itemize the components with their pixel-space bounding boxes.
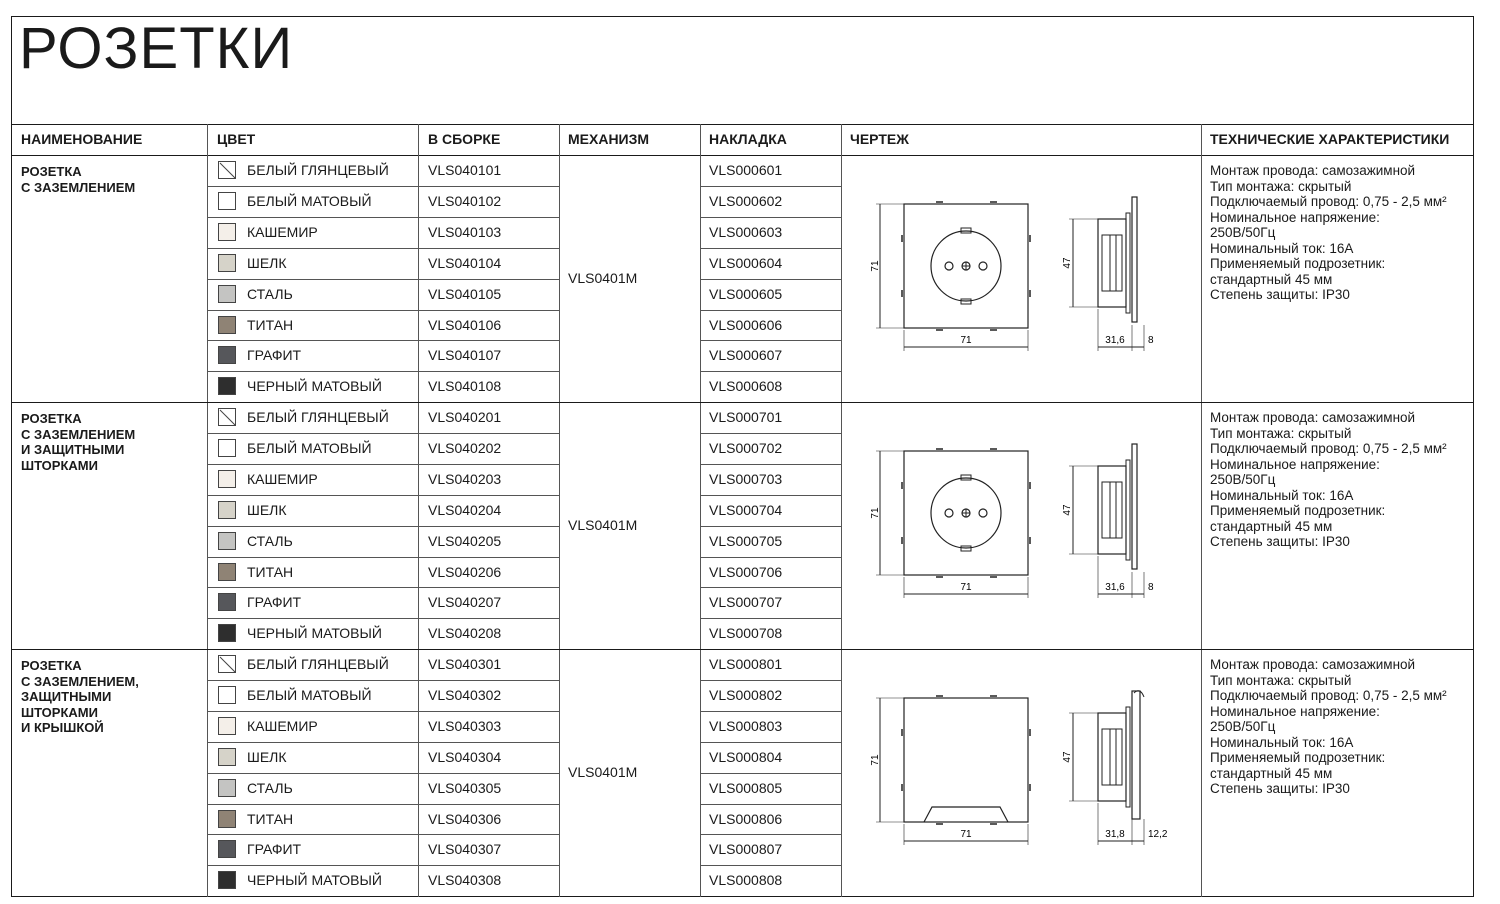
svg-text:8: 8 xyxy=(1148,582,1154,593)
spec-line: Номинальный ток: 16А xyxy=(1210,240,1354,256)
assembly-code: VLS040201 xyxy=(428,409,502,425)
cover-code: VLS000703 xyxy=(709,470,783,487)
svg-text:71: 71 xyxy=(870,754,881,766)
cover-code: VLS000807 xyxy=(709,841,783,858)
spec-line: стандартный 45 мм xyxy=(1210,518,1333,534)
product-name-line: РОЗЕТКА xyxy=(21,164,82,179)
color-label: КАШЕМИР xyxy=(247,717,318,734)
spec-line: 250В/50Гц xyxy=(1210,472,1276,487)
product-name-line: С ЗАЗЕМЛЕНИЕМ xyxy=(21,179,136,195)
cover-code: VLS000602 xyxy=(709,192,783,209)
header-assembly: В СБОРКЕ xyxy=(428,131,501,147)
header-color: ЦВЕТ xyxy=(217,131,256,147)
color-swatch xyxy=(218,192,236,210)
spec-line: стандартный 45 мм xyxy=(1210,765,1333,781)
product-name xyxy=(21,164,135,195)
spec-line: стандартный 45 мм xyxy=(1210,271,1333,287)
spec-line: Номинальное напряжение: xyxy=(1210,209,1380,225)
assembly-code: VLS040205 xyxy=(428,532,502,549)
cover-code: VLS000808 xyxy=(709,872,783,889)
svg-text:47: 47 xyxy=(1062,504,1073,516)
color-swatch xyxy=(218,532,236,550)
color-label: ШЕЛК xyxy=(247,748,287,765)
color-label: СТАЛЬ xyxy=(247,285,293,302)
cover-code: VLS000802 xyxy=(709,686,783,703)
color-swatch xyxy=(218,316,236,334)
assembly-code: VLS040203 xyxy=(428,470,502,487)
assembly-code: VLS040305 xyxy=(428,779,502,796)
spec-line: Подключаемый провод: 0,75 - 2,5 мм² xyxy=(1210,688,1447,703)
header-specs: ТЕХНИЧЕСКИЕ ХАРАКТЕРИСТИКИ xyxy=(1210,131,1450,147)
product-name-line: С ЗАЗЕМЛЕНИЕМ, xyxy=(21,673,139,689)
color-swatch xyxy=(218,346,236,364)
color-swatch xyxy=(218,655,236,673)
color-label: СТАЛЬ xyxy=(247,779,293,796)
color-label: ТИТАН xyxy=(247,563,294,580)
color-swatch xyxy=(218,408,236,426)
color-swatch xyxy=(218,254,236,272)
color-label: СТАЛЬ xyxy=(247,532,293,549)
cover-code: VLS000806 xyxy=(709,810,783,827)
svg-text:12,2: 12,2 xyxy=(1148,829,1168,840)
color-swatch xyxy=(218,377,236,395)
color-label: ЧЕРНЫЙ МАТОВЫЙ xyxy=(247,625,382,642)
color-label: КАШЕМИР xyxy=(247,223,318,240)
column-divider xyxy=(1201,124,1202,897)
cover-code: VLS000605 xyxy=(709,285,783,302)
product-name-line: И КРЫШКОЙ xyxy=(21,720,104,735)
cover-code: VLS000803 xyxy=(709,717,783,734)
assembly-code: VLS040102 xyxy=(428,192,502,209)
product-name-line: РОЗЕТКА xyxy=(21,658,82,673)
color-swatch xyxy=(218,748,236,766)
color-label: ШЕЛК xyxy=(247,254,287,271)
cover-code: VLS000608 xyxy=(709,378,783,395)
assembly-code: VLS040304 xyxy=(428,748,502,765)
assembly-code: VLS040303 xyxy=(428,717,502,734)
cover-code: VLS000604 xyxy=(709,254,783,271)
spec-line: Номинальное напряжение: xyxy=(1210,703,1380,719)
color-swatch xyxy=(218,223,236,241)
svg-text:47: 47 xyxy=(1062,751,1073,763)
header-drawing: ЧЕРТЕЖ xyxy=(850,131,909,147)
spec-line: 250В/50Гц xyxy=(1210,719,1276,734)
spec-line: Подключаемый провод: 0,75 - 2,5 мм² xyxy=(1210,194,1447,209)
color-label: КАШЕМИР xyxy=(247,470,318,487)
svg-text:8: 8 xyxy=(1148,335,1154,346)
assembly-code: VLS040308 xyxy=(428,872,502,889)
product-name-line: И ЗАЩИТНЫМИ xyxy=(21,442,125,457)
cover-code: VLS000708 xyxy=(709,625,783,642)
color-label: ГРАФИТ xyxy=(247,594,302,611)
column-divider xyxy=(841,124,842,897)
column-divider xyxy=(559,124,560,897)
assembly-code: VLS040106 xyxy=(428,316,502,333)
svg-text:71: 71 xyxy=(870,260,881,272)
product-name-line: С ЗАЗЕМЛЕНИЕМ xyxy=(21,426,136,442)
cover-code: VLS000804 xyxy=(709,748,783,765)
cover-code: VLS000701 xyxy=(709,409,783,425)
assembly-code: VLS040202 xyxy=(428,439,502,456)
assembly-code: VLS040103 xyxy=(428,223,502,240)
header-mechanism: МЕХАНИЗМ xyxy=(568,131,650,147)
spec-line: Степень защиты: IP30 xyxy=(1210,781,1350,796)
technical-drawing xyxy=(860,195,1190,405)
spec-line: Применяемый подрозетник: xyxy=(1210,750,1386,765)
spec-line: Монтаж провода: самозажимной xyxy=(1210,657,1416,672)
svg-text:31,8: 31,8 xyxy=(1105,829,1125,840)
spec-line: Тип монтажа: скрытый xyxy=(1210,178,1352,194)
spec-line: Монтаж провода: самозажимной xyxy=(1210,410,1416,425)
assembly-code: VLS040107 xyxy=(428,347,502,364)
spec-line: Тип монтажа: скрытый xyxy=(1210,672,1352,688)
assembly-code: VLS040108 xyxy=(428,378,502,395)
svg-text:31,6: 31,6 xyxy=(1105,582,1125,593)
assembly-code: VLS040204 xyxy=(428,501,502,518)
product-name-line: ШТОРКАМИ xyxy=(21,457,98,473)
spec-line: Тип монтажа: скрытый xyxy=(1210,425,1352,441)
color-swatch xyxy=(218,563,236,581)
spec-line: Применяемый подрозетник: xyxy=(1210,503,1386,518)
spec-line: Степень защиты: IP30 xyxy=(1210,287,1350,302)
color-swatch xyxy=(218,810,236,828)
product-name xyxy=(21,658,139,736)
cover-code: VLS000601 xyxy=(709,162,783,178)
color-swatch xyxy=(218,470,236,488)
product-name xyxy=(21,411,135,473)
assembly-code: VLS040208 xyxy=(428,625,502,642)
spec-line: Подключаемый провод: 0,75 - 2,5 мм² xyxy=(1210,441,1447,456)
color-swatch xyxy=(218,439,236,457)
cover-code: VLS000607 xyxy=(709,347,783,364)
header-cover: НАКЛАДКА xyxy=(709,131,787,147)
spec-line: 250В/50Гц xyxy=(1210,225,1276,240)
assembly-code: VLS040207 xyxy=(428,594,502,611)
spec-line: Номинальное напряжение: xyxy=(1210,456,1380,472)
cover-code: VLS000704 xyxy=(709,501,783,518)
assembly-code: VLS040306 xyxy=(428,810,502,827)
color-swatch xyxy=(218,593,236,611)
color-label: БЕЛЫЙ ГЛЯНЦЕВЫЙ xyxy=(247,162,389,178)
assembly-code: VLS040104 xyxy=(428,254,502,271)
assembly-code: VLS040307 xyxy=(428,841,502,858)
page-title: РОЗЕТКИ xyxy=(19,16,294,81)
technical-drawing xyxy=(860,442,1190,652)
color-swatch xyxy=(218,501,236,519)
technical-drawing xyxy=(860,689,1190,899)
tech-specs xyxy=(1210,163,1447,303)
spec-line: Применяемый подрозетник: xyxy=(1210,256,1386,271)
column-divider xyxy=(418,124,419,897)
product-name-line: РОЗЕТКА xyxy=(21,411,82,426)
header-name: НАИМЕНОВАНИЕ xyxy=(21,131,143,147)
assembly-code: VLS040301 xyxy=(428,656,502,672)
color-label: БЕЛЫЙ МАТОВЫЙ xyxy=(247,192,372,209)
color-swatch xyxy=(218,161,236,179)
color-swatch xyxy=(218,871,236,889)
color-label: ГРАФИТ xyxy=(247,347,302,364)
color-label: ЧЕРНЫЙ МАТОВЫЙ xyxy=(247,378,382,395)
color-swatch xyxy=(218,285,236,303)
mechanism-code: VLS0401M xyxy=(568,764,638,780)
color-label: ГРАФИТ xyxy=(247,841,302,858)
mechanism-code: VLS0401M xyxy=(568,517,638,533)
assembly-code: VLS040302 xyxy=(428,686,502,703)
tech-specs xyxy=(1210,410,1447,550)
color-label: БЕЛЫЙ МАТОВЫЙ xyxy=(247,439,372,456)
cover-code: VLS000705 xyxy=(709,532,783,549)
assembly-code: VLS040206 xyxy=(428,563,502,580)
cover-code: VLS000606 xyxy=(709,316,783,333)
tech-specs xyxy=(1210,657,1447,797)
svg-text:31,6: 31,6 xyxy=(1105,335,1125,346)
color-swatch xyxy=(218,840,236,858)
spec-line: Номинальный ток: 16А xyxy=(1210,734,1354,750)
column-divider xyxy=(700,124,701,897)
color-label: ШЕЛК xyxy=(247,501,287,518)
spec-line: Номинальный ток: 16А xyxy=(1210,487,1354,503)
color-label: БЕЛЫЙ ГЛЯНЦЕВЫЙ xyxy=(247,409,389,425)
product-name-line: ШТОРКАМИ xyxy=(21,704,98,720)
cover-code: VLS000706 xyxy=(709,563,783,580)
spec-line: Степень защиты: IP30 xyxy=(1210,534,1350,549)
svg-text:71: 71 xyxy=(870,507,881,519)
cover-code: VLS000702 xyxy=(709,439,783,456)
color-swatch xyxy=(218,624,236,642)
svg-text:47: 47 xyxy=(1062,257,1073,269)
assembly-code: VLS040101 xyxy=(428,162,502,178)
mechanism-code: VLS0401M xyxy=(568,270,638,286)
cover-code: VLS000801 xyxy=(709,656,783,672)
color-swatch xyxy=(218,717,236,735)
assembly-code: VLS040105 xyxy=(428,285,502,302)
cover-code: VLS000707 xyxy=(709,594,783,611)
color-swatch xyxy=(218,779,236,797)
column-divider xyxy=(207,124,208,897)
color-label: БЕЛЫЙ ГЛЯНЦЕВЫЙ xyxy=(247,656,389,672)
color-label: БЕЛЫЙ МАТОВЫЙ xyxy=(247,686,372,703)
color-label: ЧЕРНЫЙ МАТОВЫЙ xyxy=(247,872,382,889)
color-label: ТИТАН xyxy=(247,316,294,333)
svg-text:71: 71 xyxy=(960,829,972,840)
color-swatch xyxy=(218,686,236,704)
cover-code: VLS000603 xyxy=(709,223,783,240)
color-label: ТИТАН xyxy=(247,810,294,827)
svg-text:71: 71 xyxy=(960,335,972,346)
svg-text:71: 71 xyxy=(960,582,972,593)
spec-line: Монтаж провода: самозажимной xyxy=(1210,163,1416,178)
product-name-line: ЗАЩИТНЫМИ xyxy=(21,689,112,704)
cover-code: VLS000805 xyxy=(709,779,783,796)
